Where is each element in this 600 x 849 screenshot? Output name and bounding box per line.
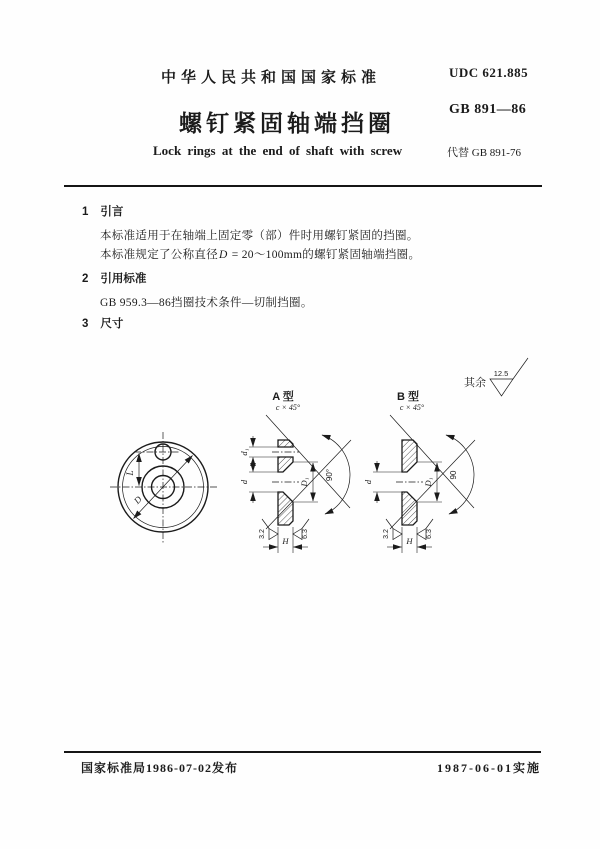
section-1-paragraph-2	[100, 246, 420, 262]
roughness-value-left-b: 3.2	[383, 529, 390, 539]
section-1-title: 引言	[100, 206, 124, 218]
section-2-number: 2	[82, 273, 89, 285]
roughness-slash-left	[262, 519, 269, 529]
section-3-title: 尺寸	[100, 318, 124, 330]
diameter-variable: D	[219, 249, 228, 261]
paragraph-2-prefix: 本标准规定了公称直径	[100, 249, 218, 261]
front-view	[110, 432, 217, 544]
dim-d-label-a: d	[239, 479, 249, 485]
supersedes-note: 代替 GB 891-76	[447, 147, 521, 159]
type-b-chamfer-label: c × 45°	[399, 403, 425, 412]
section-view-type-a	[239, 389, 351, 553]
dim-D1-label-b: D₁	[423, 477, 433, 487]
section-3-number: 3	[82, 318, 89, 330]
footer-issued-date: 国家标准局1986-07-02发布	[81, 761, 238, 775]
surface-symbol-slash	[513, 358, 528, 379]
header-divider	[64, 185, 542, 187]
document-title-chinese: 螺钉紧固轴端挡圈	[179, 110, 395, 136]
roughness-mark-left	[269, 529, 278, 540]
type-a-label: A 型	[272, 391, 294, 403]
standard-code: GB 891—86	[449, 102, 527, 117]
section-1-heading	[82, 203, 123, 219]
surface-symbol-icon	[490, 379, 513, 396]
roughness-slash-left-b	[386, 519, 393, 529]
surface-roughness-note	[464, 358, 528, 396]
plate-bottom-block-b	[402, 492, 417, 525]
roughness-mark-right-b	[417, 529, 426, 540]
roughness-mark-left-b	[393, 529, 402, 540]
technical-drawing	[60, 350, 560, 590]
footer-implemented-date: 1987-06-01实施	[437, 761, 541, 775]
angle-label-b: 90	[449, 470, 458, 480]
section-view-type-b	[363, 389, 475, 553]
section-1-number: 1	[82, 206, 89, 218]
roughness-slash-right-b	[426, 519, 433, 529]
national-standard-heading: 中华人民共和国国家标准	[161, 70, 382, 86]
surface-note-value: 12.5	[493, 369, 509, 378]
roughness-slash-right	[302, 519, 309, 529]
plate-bottom-block	[278, 492, 293, 525]
angle-label-a: 90°	[325, 468, 334, 482]
type-b-label: B 型	[397, 391, 419, 403]
section-3-heading	[82, 315, 123, 331]
type-a-chamfer-label: c × 45°	[275, 403, 301, 412]
section-1-paragraph-1: 本标准适用于在轴端上固定零（部）件时用螺钉紧固的挡圈。	[100, 230, 419, 242]
section-2-heading	[82, 270, 146, 286]
dim-D-label: D	[131, 494, 144, 506]
paragraph-2-suffix: = 20～100mm的螺钉紧固轴端挡圈。	[228, 249, 421, 261]
surface-note-label: 其余	[464, 377, 486, 389]
dim-H-label-a: H	[282, 536, 289, 546]
plate-top-block	[278, 440, 293, 447]
dim-L-label: L	[125, 470, 135, 476]
section-2-title: 引用标准	[100, 273, 147, 285]
roughness-value-right-b: 6.3	[426, 529, 433, 539]
dim-d-label-b: d	[363, 479, 373, 485]
roughness-value-left-a: 3.2	[259, 529, 266, 539]
roughness-mark-right	[293, 529, 302, 540]
footer-divider	[64, 751, 541, 753]
dim-H-label-b: H	[406, 536, 413, 546]
plate-mid-block	[278, 457, 293, 472]
section-2-paragraph-1: GB 959.3—86挡圈技术条件—切制挡圈。	[100, 297, 313, 309]
plate-top-block-b	[402, 440, 417, 472]
dim-d1-label: d₁	[239, 448, 249, 456]
udc-number: UDC 621.885	[449, 65, 529, 80]
document-title-english: Lock rings at the end of shaft with screw	[153, 143, 403, 158]
dim-D1-label-a: D₁	[299, 477, 309, 487]
roughness-value-right-a: 6.3	[302, 529, 309, 539]
